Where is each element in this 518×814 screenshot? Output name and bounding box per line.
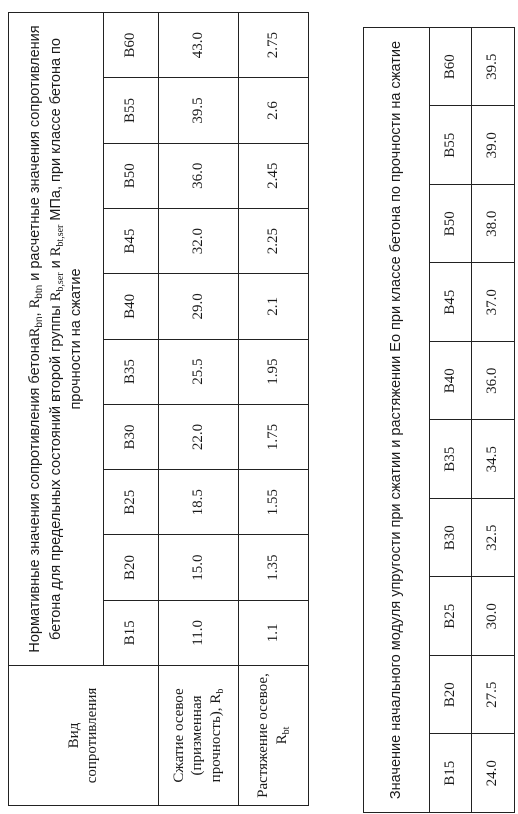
value-cell: 34.5 [472, 420, 515, 499]
value-cell: 2.45 [239, 143, 309, 208]
value-cell: 18.5 [159, 470, 239, 535]
resistance-table-title [9, 13, 104, 666]
class-header: B60 [430, 28, 472, 107]
row-label-text: Растяжение осевое, [254, 673, 271, 798]
value-cell: 36.0 [472, 342, 515, 421]
title-rbtser-symbol: R [47, 246, 64, 257]
resistance-table-grid [8, 12, 309, 806]
class-header: B30 [104, 404, 159, 469]
title-rbtn-symbol: R [27, 298, 44, 309]
class-header: B50 [430, 185, 472, 264]
title-rbser-subscript: b,ser [54, 272, 66, 292]
class-header: B25 [430, 577, 472, 656]
value-cell: 38.0 [472, 185, 515, 264]
title-rbser-symbol: R [47, 291, 64, 302]
value-cell: 39.5 [472, 28, 515, 107]
title-rbtn-subscript: btn [34, 284, 46, 299]
value-cell: 1.1 [239, 600, 309, 665]
title-and: и [47, 256, 64, 273]
value-cell: 2.75 [239, 13, 309, 78]
value-cell: 11.0 [159, 600, 239, 665]
title-rbn-subscript: bn [34, 316, 46, 328]
value-cell: 2.25 [239, 208, 309, 273]
table-row [239, 13, 309, 806]
class-header: B45 [104, 208, 159, 273]
class-header: B55 [430, 106, 472, 185]
value-cell: 32.5 [472, 499, 515, 578]
value-cell: 39.5 [159, 78, 239, 143]
value-cell: 22.0 [159, 404, 239, 469]
class-header: B20 [104, 535, 159, 600]
value-cell: 37.0 [472, 263, 515, 342]
row-label-compression [159, 666, 239, 806]
class-header: B25 [104, 470, 159, 535]
class-header: B15 [430, 734, 472, 813]
resistance-table [8, 12, 308, 806]
value-cell: 39.0 [472, 106, 515, 185]
row-label-tension [239, 666, 309, 806]
class-header: B35 [430, 420, 472, 499]
row-label-subscript: bt [280, 726, 292, 735]
value-cell: 29.0 [159, 274, 239, 339]
class-header: B15 [104, 600, 159, 665]
row-label-symbol: R [273, 734, 290, 745]
resistance-type-header-line2: сопротивления [83, 687, 100, 784]
value-cell: 1.75 [239, 404, 309, 469]
value-cell: 43.0 [159, 13, 239, 78]
row-label-symbol: R [208, 693, 224, 704]
value-cell: 36.0 [159, 143, 239, 208]
class-header: B20 [430, 656, 472, 735]
class-header: B35 [104, 339, 159, 404]
table-row [472, 28, 515, 813]
table-row [159, 13, 239, 806]
resistance-type-header [9, 666, 159, 806]
title-separator: , [27, 308, 44, 317]
modulus-table-title: Значение начального модуля упругости при сжатии и растяжении Ео при классе бетона по прочности на сжатие [364, 28, 430, 813]
value-cell: 32.0 [159, 208, 239, 273]
title-part1: Нормативные значения сопротивления бетона [27, 337, 44, 653]
modulus-table-grid [363, 27, 515, 813]
value-cell: 1.35 [239, 535, 309, 600]
value-cell: 1.95 [239, 339, 309, 404]
class-header: B40 [430, 342, 472, 421]
value-cell: 2.6 [239, 78, 309, 143]
resistance-type-header-line1: Вид [66, 722, 83, 749]
value-cell: 25.5 [159, 339, 239, 404]
class-header: B55 [104, 78, 159, 143]
class-header: B45 [430, 263, 472, 342]
row-label-text: Сжатие осевое (призменная прочность), [170, 688, 224, 783]
value-cell: 1.55 [239, 470, 309, 535]
title-rbn-symbol: R [27, 327, 44, 338]
value-cell: 30.0 [472, 577, 515, 656]
value-cell: 27.5 [472, 656, 515, 735]
modulus-table [363, 27, 514, 813]
class-header: B60 [104, 13, 159, 78]
class-header: B30 [430, 499, 472, 578]
class-header: B50 [104, 143, 159, 208]
title-part2: и расчетные значения сопротивления бетона для предельных состояний второй группы [27, 25, 64, 640]
value-cell: 2.1 [239, 274, 309, 339]
title-part3: МПа, при классе бетона по прочности на сжатие [47, 38, 85, 410]
value-cell: 24.0 [472, 734, 515, 813]
title-rbtser-subscript: bt,ser [54, 224, 66, 247]
value-cell: 15.0 [159, 535, 239, 600]
row-label-subscript: b [215, 688, 226, 694]
class-header: B40 [104, 274, 159, 339]
